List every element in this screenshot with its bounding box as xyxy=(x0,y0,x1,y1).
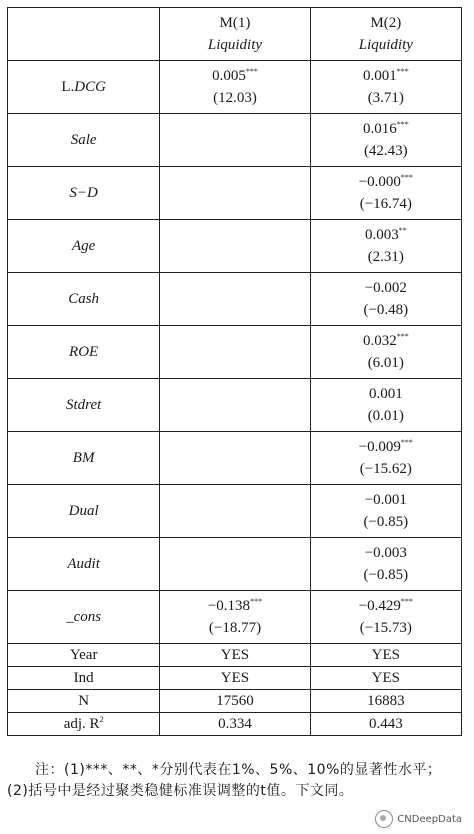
t-statistic: (0.01) xyxy=(367,408,404,424)
coefficient-cell-model-2 xyxy=(310,591,461,644)
coefficient-cell-model-1 xyxy=(160,326,310,379)
variable-name: Stdret xyxy=(8,379,160,432)
table-row xyxy=(8,273,462,326)
coefficient-cell-model-2 xyxy=(310,485,461,538)
header-model-2: M(2) Liquidity xyxy=(310,8,461,61)
coefficient-cell-model-2 xyxy=(310,167,461,220)
coefficient-cell-model-1 xyxy=(160,485,310,538)
coefficient-cell-model-1 xyxy=(160,273,310,326)
table-footnote: 注：(1)***、**、*分别代表在1%、5%、10%的显著性水平；(2)括号中是经过聚类稳健标准误调整的t值。下文同。 xyxy=(7,762,442,799)
coefficient-cell-model-1 xyxy=(160,114,310,167)
t-statistic: (−0.48) xyxy=(363,302,409,318)
coefficient-value: −0.000 xyxy=(358,174,401,190)
table-row xyxy=(8,167,462,220)
coefficient-value: −0.002 xyxy=(364,280,407,296)
coefficient-value: −0.138 xyxy=(207,598,251,614)
variable-name: Age xyxy=(8,220,160,273)
t-statistic: (−15.62) xyxy=(359,461,412,477)
variable-name: BM xyxy=(8,432,160,485)
stat-label: Year xyxy=(8,644,160,667)
statistic-rows xyxy=(8,644,462,736)
table-row xyxy=(8,61,462,114)
coefficient-cell-model-1 xyxy=(160,432,310,485)
coefficient-cell-model-1 xyxy=(160,538,310,591)
watermark: CNDeepData xyxy=(375,810,462,828)
significance-stars: *** xyxy=(400,438,413,447)
stat-value-model-2: YES xyxy=(310,667,461,690)
significance-stars: ** xyxy=(398,226,407,235)
coefficient-value: 0.016 xyxy=(362,121,397,137)
coefficient-cell-model-2 xyxy=(310,273,461,326)
significance-stars: *** xyxy=(400,173,413,182)
table-row xyxy=(8,538,462,591)
coefficient-cell-model-2 xyxy=(310,432,461,485)
stat-row xyxy=(8,713,462,736)
variable-name: Cash xyxy=(8,273,160,326)
t-statistic: (−0.85) xyxy=(363,514,409,530)
significance-stars: *** xyxy=(245,67,258,76)
coefficient-value: −0.001 xyxy=(364,492,407,508)
stat-label: N xyxy=(8,690,160,713)
coefficient-cell-model-2 xyxy=(310,379,461,432)
coefficient-value: 0.001 xyxy=(368,386,403,402)
table-header-row xyxy=(8,8,462,61)
table-row xyxy=(8,591,462,644)
variable-name: ROE xyxy=(8,326,160,379)
stat-label: adj. $R^2$ xyxy=(8,713,160,736)
significance-stars: *** xyxy=(396,332,409,341)
stat-label: Ind xyxy=(8,667,160,690)
stat-value-model-2: 16883 xyxy=(310,690,461,713)
stat-value-model-2: YES xyxy=(310,644,461,667)
t-statistic: (−15.73) xyxy=(359,620,412,636)
t-statistic: (−16.74) xyxy=(359,196,412,212)
stat-value-model-2: 0.443 xyxy=(310,713,461,736)
table-row xyxy=(8,379,462,432)
stat-value-model-1: 17560 xyxy=(160,690,310,713)
table-row xyxy=(8,432,462,485)
table-row xyxy=(8,220,462,273)
t-statistic: (6.01) xyxy=(367,355,404,371)
coefficient-value: 0.001 xyxy=(362,68,397,84)
coefficient-cell-model-1 xyxy=(160,220,310,273)
coefficient-value: 0.005 xyxy=(212,68,246,84)
t-statistic: (−0.85) xyxy=(363,567,409,583)
stat-value-model-1: YES xyxy=(160,667,310,690)
coefficient-value: −0.003 xyxy=(364,545,407,561)
table-row xyxy=(8,485,462,538)
variable-suffix: DCG xyxy=(74,78,106,95)
table-row xyxy=(8,114,462,167)
coefficient-value: −0.429 xyxy=(358,598,401,614)
coefficient-value: 0.003 xyxy=(364,227,399,243)
stat-row xyxy=(8,690,462,713)
variable-rows xyxy=(8,61,462,644)
significance-stars: *** xyxy=(396,67,409,76)
coefficient-cell-model-2 xyxy=(310,114,461,167)
significance-stars: *** xyxy=(400,597,413,606)
variable-name: Sale xyxy=(8,114,160,167)
coefficient-cell-model-1 xyxy=(160,167,310,220)
coefficient-cell-model-2 xyxy=(310,61,461,114)
coefficient-cell-model-2 xyxy=(310,538,461,591)
regression-table xyxy=(7,7,462,736)
t-statistic: (−18.77) xyxy=(208,620,262,636)
coefficient-value: −0.009 xyxy=(358,439,401,455)
table-row xyxy=(8,326,462,379)
significance-stars: *** xyxy=(250,597,263,606)
stat-value-model-1: 0.334 xyxy=(160,713,310,736)
variable-name: S−D xyxy=(8,167,160,220)
stat-value-model-1: YES xyxy=(160,644,310,667)
variable-prefix: L. xyxy=(61,78,75,95)
t-statistic: (2.31) xyxy=(367,249,404,265)
wechat-logo-icon xyxy=(375,810,393,828)
coefficient-cell-model-2 xyxy=(310,326,461,379)
variable-name: Audit xyxy=(8,538,160,591)
stat-row xyxy=(8,644,462,667)
t-statistic: (42.43) xyxy=(363,143,408,159)
coefficient-cell-model-1 xyxy=(160,379,310,432)
variable-name: _cons xyxy=(8,591,160,644)
coefficient-cell-model-2 xyxy=(310,220,461,273)
coefficient-cell-model-1 xyxy=(160,591,310,644)
significance-stars: *** xyxy=(396,120,409,129)
header-model-1: M(1) Liquidity xyxy=(160,8,310,61)
t-statistic: (12.03) xyxy=(213,90,257,106)
header-corner xyxy=(8,8,160,61)
stat-row xyxy=(8,667,462,690)
variable-name: Dual xyxy=(8,485,160,538)
coefficient-cell-model-1 xyxy=(160,61,310,114)
coefficient-value: 0.032 xyxy=(362,333,397,349)
variable-name xyxy=(8,61,160,114)
t-statistic: (3.71) xyxy=(367,90,404,106)
